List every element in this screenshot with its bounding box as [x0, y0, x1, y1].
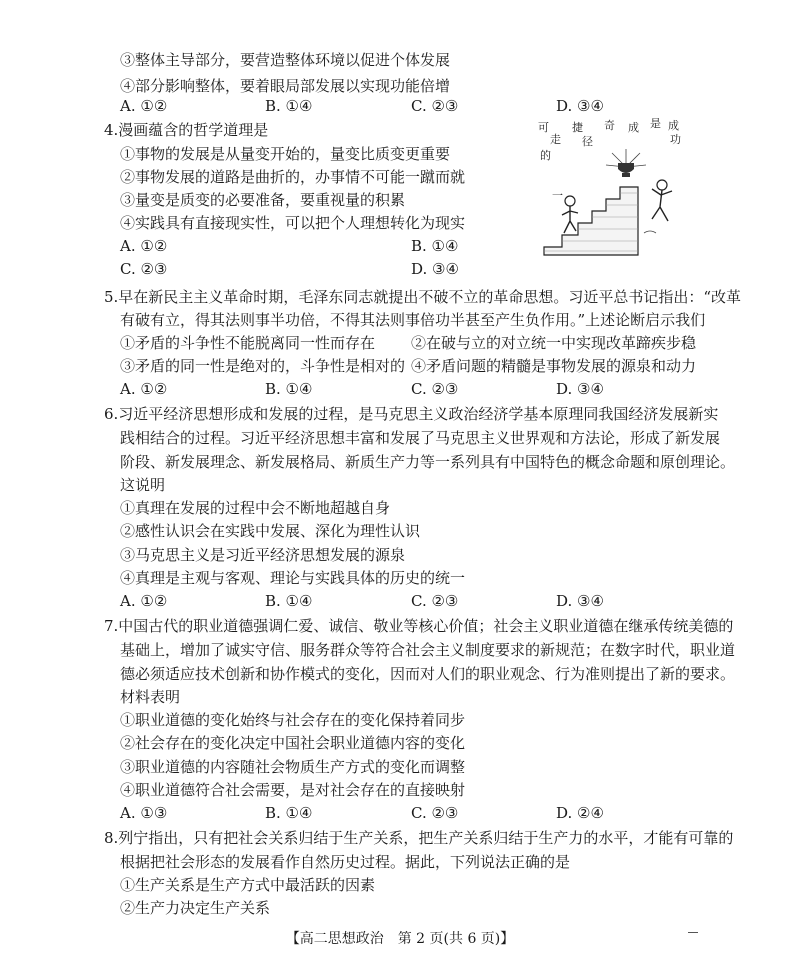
option-c[interactable]: C. ②③: [411, 804, 459, 822]
statement: ①矛盾的斗争性不能脱离同一性而存在: [120, 334, 376, 352]
options-row: [120, 236, 459, 256]
option-b[interactable]: B. ①④: [265, 97, 313, 115]
question-stem: 基础上，增加了诚实守信、服务群众等符合社会主义制度要求的新规范；在数字时代，职业道: [120, 641, 736, 659]
corner-mark: [688, 932, 698, 933]
question-stem: 4.漫画蕴含的哲学道理是: [104, 121, 269, 139]
statement: ③职业道德的内容随社会物质生产方式的变化而调整: [120, 758, 466, 776]
question-stem: 5.早在新民主主义革命时期，毛泽东同志就提出不破不立的革命思想。习近平总书记指出：“改革: [104, 288, 741, 306]
question-stem: 8.列宁指出，只有把社会关系归结于生产关系，把生产关系归结于生产力的水平，才能有可靠的: [104, 829, 734, 847]
cartoon-caption-char: 的: [540, 149, 551, 162]
option-b[interactable]: B. ①④: [265, 592, 313, 610]
cartoon-caption-char: 成: [668, 119, 679, 132]
statement: ④部分影响整体，要着眼局部发展以实现功能倍增: [120, 77, 451, 95]
option-a[interactable]: A. ①③: [120, 804, 168, 822]
statement: ①事物的发展是从量变开始的，量变比质变更重要: [120, 145, 451, 163]
question-stem: 这说明: [120, 476, 166, 494]
options-row: [120, 96, 620, 116]
option-d[interactable]: D. ③④: [411, 260, 459, 278]
statement: ②在破与立的对立统一中实现改革蹄疾步稳: [411, 334, 697, 352]
option-d[interactable]: D. ③④: [556, 592, 604, 610]
question-stem: 材料表明: [120, 688, 181, 706]
option-a[interactable]: A. ①②: [120, 380, 168, 398]
option-b[interactable]: B. ①④: [411, 237, 459, 255]
statement: ①生产关系是生产方式中最活跃的因素: [120, 876, 376, 894]
statement: ③矛盾的同一性是绝对的，斗争性是相对的: [120, 357, 406, 375]
cartoon-caption-char: 捷: [572, 121, 583, 134]
statement: ④实践具有直接现实性，可以把个人理想转化为现实: [120, 214, 466, 232]
statement: ④真理是主观与客观、理论与实践具体的历史的统一: [120, 569, 466, 587]
question-stem: 有破有立，得其法则事半功倍，不得其法则事倍功半甚至产生负作用。”上述论断启示我们: [120, 311, 706, 329]
options-row: [120, 379, 620, 399]
options-row: [120, 259, 459, 279]
statement: ③马克思主义是习近平经济思想发展的源泉: [120, 546, 406, 564]
statement: ④矛盾问题的精髓是事物发展的源泉和动力: [411, 357, 697, 375]
option-d[interactable]: D. ③④: [556, 97, 604, 115]
page-footer: 【高二思想政治 第 2 页(共 6 页)】: [285, 931, 515, 947]
question-stem: 7.中国古代的职业道德强调仁爱、诚信、敬业等核心价值；社会主义职业道德在继承传统美德的: [104, 617, 734, 635]
cartoon-caption-char: 走: [550, 133, 561, 146]
option-a[interactable]: A. ①②: [120, 237, 168, 255]
statement: ④职业道德符合社会需要，是对社会存在的直接映射: [120, 781, 466, 799]
question-stem: 德必须适应技术创新和协作模式的变化，因而对人们的职业观念、行为准则提出了新的要求。: [120, 665, 736, 683]
statement: ①真理在发展的过程中会不断地超越自身: [120, 499, 391, 517]
option-d[interactable]: D. ③④: [556, 380, 604, 398]
options-row: [120, 591, 620, 611]
option-c[interactable]: C. ②③: [411, 380, 459, 398]
cartoon-figure-label: 一: [552, 189, 563, 202]
option-a[interactable]: A. ①②: [120, 592, 168, 610]
options-row: [120, 803, 620, 823]
cartoon-illustration: [534, 115, 684, 263]
option-c[interactable]: C. ②③: [120, 260, 168, 278]
cartoon-caption-char: 是: [650, 117, 661, 130]
option-b[interactable]: B. ①④: [265, 380, 313, 398]
question-stem: 践相结合的过程。习近平经济思想丰富和发展了马克思主义世界观和方法论，形成了新发展: [120, 429, 721, 447]
option-c[interactable]: C. ②③: [411, 592, 459, 610]
question-stem: 阶段、新发展理念、新发展格局、新质生产力等一系列具有中国特色的概念命题和原创理论。: [120, 453, 736, 471]
statement: ②社会存在的变化决定中国社会职业道德内容的变化: [120, 734, 466, 752]
statement: ②生产力决定生产关系: [120, 899, 271, 917]
cartoon-caption-char: 可: [538, 121, 549, 134]
option-a[interactable]: A. ①②: [120, 97, 168, 115]
cartoon-caption-char: 成: [628, 121, 639, 134]
statement: ①职业道德的变化始终与社会存在的变化保持着同步: [120, 711, 466, 729]
cartoon-caption-char: 奇: [604, 119, 615, 132]
option-b[interactable]: B. ①④: [265, 804, 313, 822]
cartoon-caption-char: 径: [582, 135, 593, 148]
statement: ②事物发展的道路是曲折的，办事情不可能一蹴而就: [120, 168, 466, 186]
statement: ③量变是质变的必要准备，要重视量的积累: [120, 191, 406, 209]
question-stem: 根据把社会形态的发展看作自然历史过程。据此，下列说法正确的是: [120, 853, 571, 871]
option-c[interactable]: C. ②③: [411, 97, 459, 115]
statement: ②感性认识会在实践中发展、深化为理性认识: [120, 522, 421, 540]
option-d[interactable]: D. ②④: [556, 804, 604, 822]
cartoon-caption-char: 功: [670, 133, 681, 146]
statement: ③整体主导部分，要营造整体环境以促进个体发展: [120, 51, 451, 69]
question-stem: 6.习近平经济思想形成和发展的过程，是马克思主义政治经济学基本原理同我国经济发展新实: [104, 405, 719, 423]
